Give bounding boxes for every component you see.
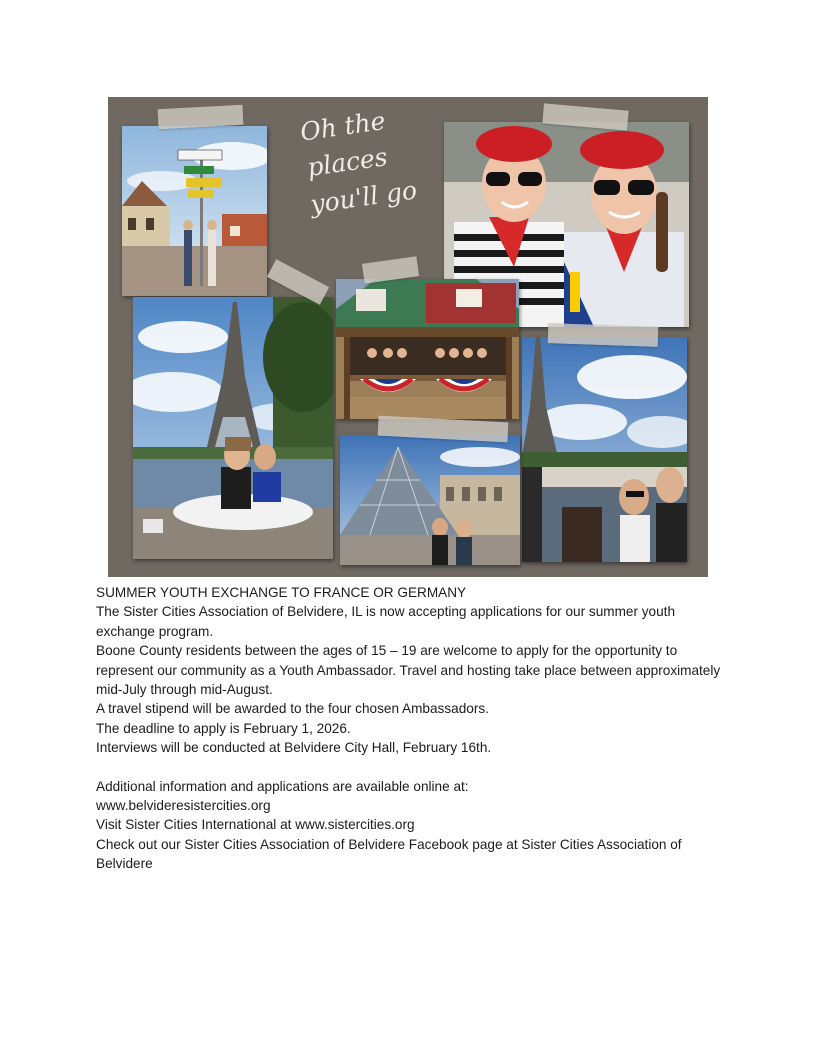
website-link[interactable]: www.belvideresistercities.org (96, 798, 271, 814)
sister-cities-international-line: Visit Sister Cities International at www.sistercities.org (96, 817, 415, 833)
tape-strip (548, 323, 659, 347)
tagline-line: you'll go (308, 174, 419, 219)
paragraph: The deadline to apply is February 1, 2026. (96, 720, 351, 736)
photo-eiffel-boat (522, 337, 687, 562)
collage-tagline (298, 94, 462, 223)
photo-street-signs (122, 126, 267, 296)
paragraph: Interviews will be conducted at Belvidere City Hall, February 16th. (96, 740, 492, 756)
photo-balcony-bunting (336, 279, 519, 419)
spacer (96, 758, 726, 777)
flyer-body (96, 583, 726, 874)
photo-louvre-pyramid (340, 435, 520, 565)
facebook-line: Check out our Sister Cities Association of Belvidere Facebook page at Sister Cities Association of Belvidere (96, 836, 682, 872)
flyer-heading: SUMMER YOUTH EXCHANGE TO FRANCE OR GERMANY (96, 585, 467, 600)
tagline-line: Oh the (298, 106, 388, 147)
info-line: Additional information and applications are available online at: (96, 778, 469, 794)
photo-collage (108, 97, 708, 577)
paragraph: Boone County residents between the ages of 15 – 19 are welcome to apply for the opportunity to represent our community as a Youth Ambassador. Travel and hosting take place between approximately mid-July through mid-August. (96, 643, 721, 698)
paragraph: A travel stipend will be awarded to the four chosen Ambassadors. (96, 701, 489, 717)
photo-eiffel-tower-seine (133, 297, 333, 559)
paragraph: The Sister Cities Association of Belvidere, IL is now accepting applications for our summer youth exchange program. (96, 604, 676, 639)
tagline-line: places (305, 142, 390, 183)
